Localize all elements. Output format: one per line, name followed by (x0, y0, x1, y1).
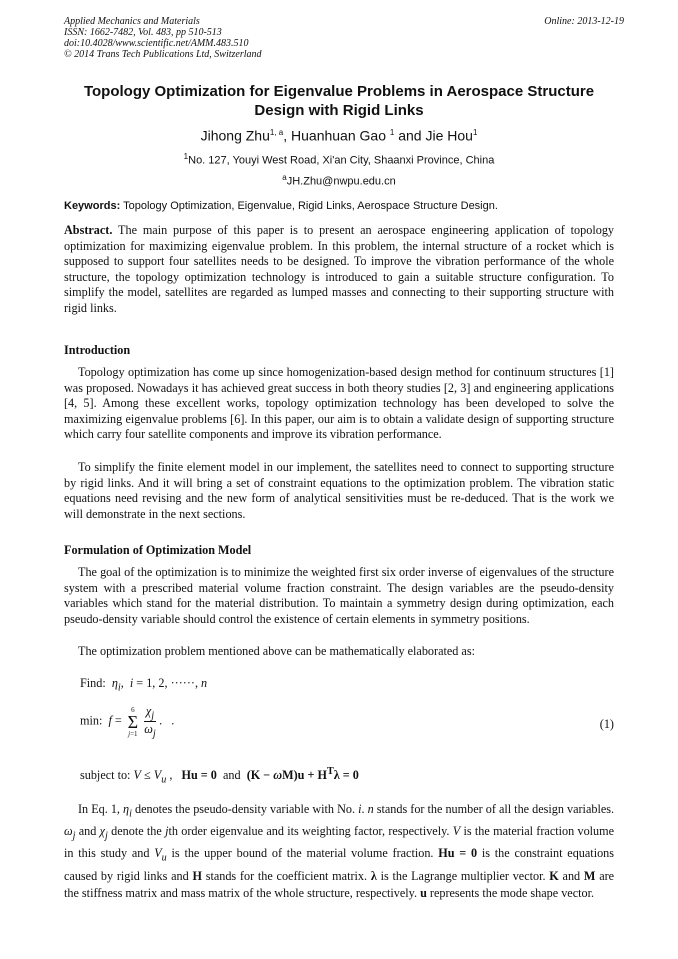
paper-title (40, 82, 638, 120)
affiliation (40, 150, 638, 168)
author-email (40, 171, 638, 189)
abstract-label: Abstract. (64, 223, 113, 237)
author-3: Jie Hou (425, 127, 473, 144)
affiliation-text: No. 127, Youyi West Road, Xi'an City, Shaanxi Province, China (188, 154, 495, 167)
journal-name: Applied Mechanics and Materials (64, 16, 200, 27)
find-label: Find: (80, 676, 106, 690)
equation-find: Find: $\eta_i$, i = 1, 2, ······, n (80, 676, 208, 694)
equation-min: min: f = 6 Σ j=1 $\frac{\chi_j}{\omega_j}$ . . (80, 704, 175, 740)
introduction-heading: Introduction (64, 343, 131, 357)
fraction-chi-omega: $\frac{\chi_j}{\omega_j}$ (144, 704, 156, 740)
doi-line: doi:10.4028/www.scientific.net/AMM.483.510 (64, 38, 249, 49)
author-and: and (398, 127, 422, 144)
author-2: Huanhuan Gao (291, 127, 386, 144)
title-line-1: Topology Optimization for Eigenvalue Problems in Aerospace Structure (83, 83, 595, 100)
introduction-paragraph-1: Topology optimization has come up since homogenization-based design method for continuum structures [1] was proposed. Nowadays it has achieved great success in both theory studies [2, 3] and engineering applications [4, 5]. Among these excellent works, topology optimization technology has been developed to solve the maximizing eigenvalue problems [6]. In this paper, our aim is to obtain a validate design of supporting structure which carry four satellite components and improve its vibration performance. (64, 365, 614, 442)
summation-symbol: 6 Σ j=1 (127, 705, 139, 738)
introduction-paragraph-2: To simplify the finite element model in our implement, the satellites need to connect to supporting structure by rigid links. And it will bring a set of constraint equations to the optimization problem. The vibration static equations need revising and the new form of analytical sensitivities must be re-deduced. That is the work we will demonstrate in the next sections. (64, 460, 614, 521)
abstract-text: The main purpose of this paper is to present an aerospace engineering application of topology optimization for maximizing eigenvalue problem. In this problem, the internal structure of a rocket which is supposed to support four satellites needs to be designed. To improve the vibration performance of the whole structure, the topology optimization technology is introduced to gain a suitable structure configuration. To simplify the model, satellites are regarded as lumped masses and connecting to their supporting structure with rigid links. (64, 223, 615, 315)
min-label: min: (80, 713, 103, 728)
keywords-text: Topology Optimization, Eigenvalue, Rigid Links, Aerospace Structure Design. (123, 200, 498, 212)
keywords-label: Keywords: (64, 200, 121, 212)
author-1: Jihong Zhu (200, 127, 270, 144)
affiliation-sup: 1 (183, 152, 189, 161)
author-3-sup: 1 (472, 128, 478, 137)
abstract (64, 223, 614, 317)
subject-to-label: subject to: (80, 768, 131, 783)
keywords (64, 199, 624, 213)
title-line-2: Design with Rigid Links (254, 102, 424, 119)
online-date: Online: 2013-12-19 (544, 16, 624, 27)
equation-subject-to: subject to: $V \le V_u$ , Hu = 0 and $(K - \omega M)u + H^T\lambda = 0$ (80, 766, 359, 786)
and-word: and (222, 768, 241, 783)
equation-explanation: In Eq. 1, $\eta_i$ denotes the pseudo-density variable with No. i. n stands for the number of all the design variables. $\omega_j$ and $\chi_j$ denote the jth order eigenvalue and its weighting factor, respectively. V is the material fraction volume in this study and $V_u$ is the upper bound of the material volume fraction. Hu = 0 is the constraint equations caused by rigid links and H stands for the coefficient matrix. λ is the Lagrange multiplier vector. K and M are the stiffness matrix and mass matrix of the whole structure, respectively. u represents the mode shape vector. (64, 802, 615, 900)
formulation-heading: Formulation of Optimization Model (64, 543, 252, 557)
email-sup: a (282, 173, 287, 182)
copyright-line: © 2014 Trans Tech Publications Ltd, Switzerland (64, 49, 262, 60)
issn-line: ISSN: 1662-7482, Vol. 483, pp 510-513 (64, 27, 222, 38)
formulation-paragraph-1: The goal of the optimization is to minimize the weighted first six order inverse of eigenvalues of the structure system with a prescribed material volume fraction constraint. The design variables are the pseudo-density variables which stand for the material distribution. To maintain a symmetry design during optimization, each pseudo-density variable should control the existence of certain elements in symmetry positions. (64, 565, 614, 626)
author-2-sup: 1 (389, 128, 395, 137)
formulation-paragraph-2: The optimization problem mentioned above can be mathematically elaborated as: (78, 644, 475, 658)
author-1-sup: 1, a (269, 128, 284, 137)
equation-number: (1) (599, 717, 614, 731)
email-text: JH.Zhu@nwpu.edu.cn (286, 175, 396, 188)
author-list: Jihong Zhu$^{1, a}$, Huanhuan Gao $^1$ and Jie Hou$^1$ (200, 127, 478, 144)
publication-header (64, 16, 624, 60)
